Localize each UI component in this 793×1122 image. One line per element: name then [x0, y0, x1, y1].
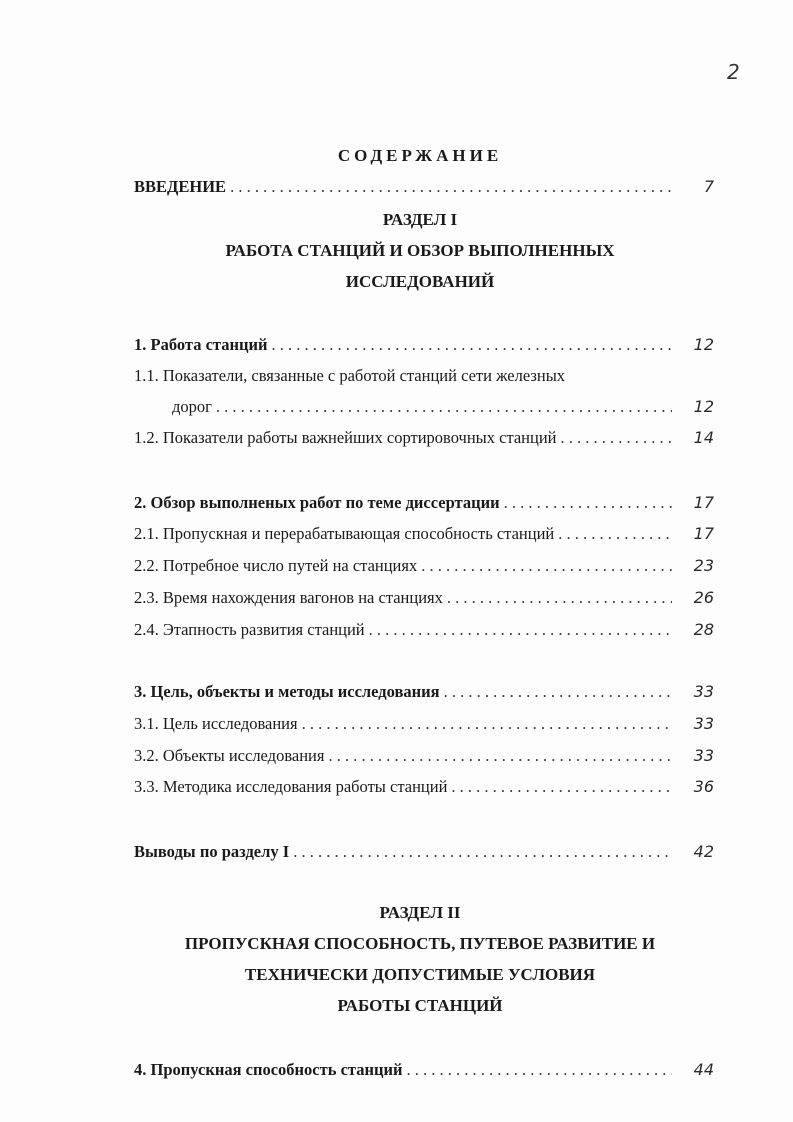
toc-entry-label: 1.2. Показатели работы важнейших сортировочных станций — [134, 428, 557, 447]
toc-entry-page: 26 — [693, 588, 714, 607]
section-2-heading: РАЗДЕЛ II — [379, 903, 461, 922]
section-2-title-line3: РАБОТЫ СТАНЦИЙ — [337, 996, 503, 1015]
toc-entry-3-1 — [134, 714, 714, 738]
leader-dots — [451, 777, 672, 797]
toc-entry-label: 1.1. Показатели, связанные с работой станций сети железных — [134, 366, 566, 385]
leader-dots — [444, 682, 672, 702]
toc-entry-page: 14 — [693, 428, 714, 447]
toc-entry-label: ВВЕДЕНИЕ — [134, 177, 227, 196]
toc-entry-page: 17 — [693, 524, 714, 543]
section-1-heading: РАЗДЕЛ I — [382, 210, 458, 229]
toc-entry-label: 4. Пропускная способность станций — [134, 1060, 403, 1079]
toc-entry-page: 12 — [693, 335, 714, 354]
toc-entry-page: 36 — [693, 777, 714, 796]
leader-dots — [504, 493, 672, 513]
toc-entry-conclusions — [134, 842, 714, 866]
toc-entry-label: 2.2. Потребное число путей на станциях — [134, 556, 418, 575]
leader-dots — [216, 397, 672, 417]
toc-title: СОДЕРЖАНИЕ — [337, 146, 503, 165]
toc-entry-page: 28 — [693, 620, 714, 639]
toc-entry-page: 33 — [693, 714, 714, 733]
toc-entry-page: 44 — [693, 1060, 714, 1079]
section-2-title-line1: ПРОПУСКНАЯ СПОСОБНОСТЬ, ПУТЕВОЕ РАЗВИТИЕ И — [184, 934, 656, 953]
toc-entry-label: 2.4. Этапность развития станций — [134, 620, 365, 639]
toc-entry-page: 23 — [693, 556, 714, 575]
toc-entry-intro — [134, 177, 714, 201]
leader-dots — [293, 842, 672, 862]
leader-dots — [302, 714, 672, 734]
toc-entry-1-1-line1 — [134, 366, 714, 390]
toc-entry-4 — [134, 1060, 714, 1084]
leader-dots — [421, 556, 672, 576]
toc-entry-2-2 — [134, 556, 714, 580]
leader-dots — [230, 177, 672, 197]
toc-entry-page: 7 — [703, 177, 714, 196]
toc-entry-label: Выводы по разделу I — [134, 842, 290, 861]
toc-entry-3-2 — [134, 746, 714, 770]
toc-entry-1 — [134, 335, 714, 359]
toc-entry-page: 17 — [693, 493, 714, 512]
toc-entry-label: 1. Работа станций — [134, 335, 268, 354]
toc-entry-label: 2.1. Пропускная и перерабатывающая способность станций — [134, 524, 555, 543]
toc-entry-label: 3.3. Методика исследования работы станций — [134, 777, 448, 796]
toc-entry-2 — [134, 493, 714, 517]
leader-dots — [369, 620, 672, 640]
toc-entry-page: 33 — [693, 682, 714, 701]
toc-entry-label: дорог — [172, 397, 212, 416]
leader-dots — [558, 524, 672, 544]
toc-entry-page: 33 — [693, 746, 714, 765]
toc-entry-label: 2. Обзор выполненых работ по теме диссертации — [134, 493, 500, 512]
toc-entry-3 — [134, 682, 714, 706]
toc-entry-2-1 — [134, 524, 714, 548]
toc-entry-3-3 — [134, 777, 714, 801]
toc-entry-page: 12 — [693, 397, 714, 416]
toc-entry-1-1-line2 — [172, 397, 714, 421]
section-1-title-line2: ИССЛЕДОВАНИЙ — [345, 272, 495, 291]
toc-entry-page: 42 — [693, 842, 714, 861]
toc-entry-label: 3.2. Объекты исследования — [134, 746, 325, 765]
toc-entry-2-3 — [134, 588, 714, 612]
leader-dots — [561, 428, 673, 448]
toc-entry-label: 3. Цель, объекты и методы исследования — [134, 682, 440, 701]
section-1-title-line1: РАБОТА СТАНЦИЙ И ОБЗОР ВЫПОЛНЕННЫХ — [225, 241, 615, 260]
toc-entry-label: 3.1. Цель исследования — [134, 714, 298, 733]
toc-entry-1-2 — [134, 428, 714, 452]
toc-entry-label: 2.3. Время нахождения вагонов на станциях — [134, 588, 443, 607]
leader-dots — [328, 746, 672, 766]
page-number: 2 — [727, 60, 740, 84]
leader-dots — [271, 335, 672, 355]
toc-entry-2-4 — [134, 620, 714, 644]
leader-dots — [407, 1060, 673, 1080]
section-2-title-line2: ТЕХНИЧЕСКИ ДОПУСТИМЫЕ УСЛОВИЯ — [244, 965, 596, 984]
leader-dots — [447, 588, 672, 608]
